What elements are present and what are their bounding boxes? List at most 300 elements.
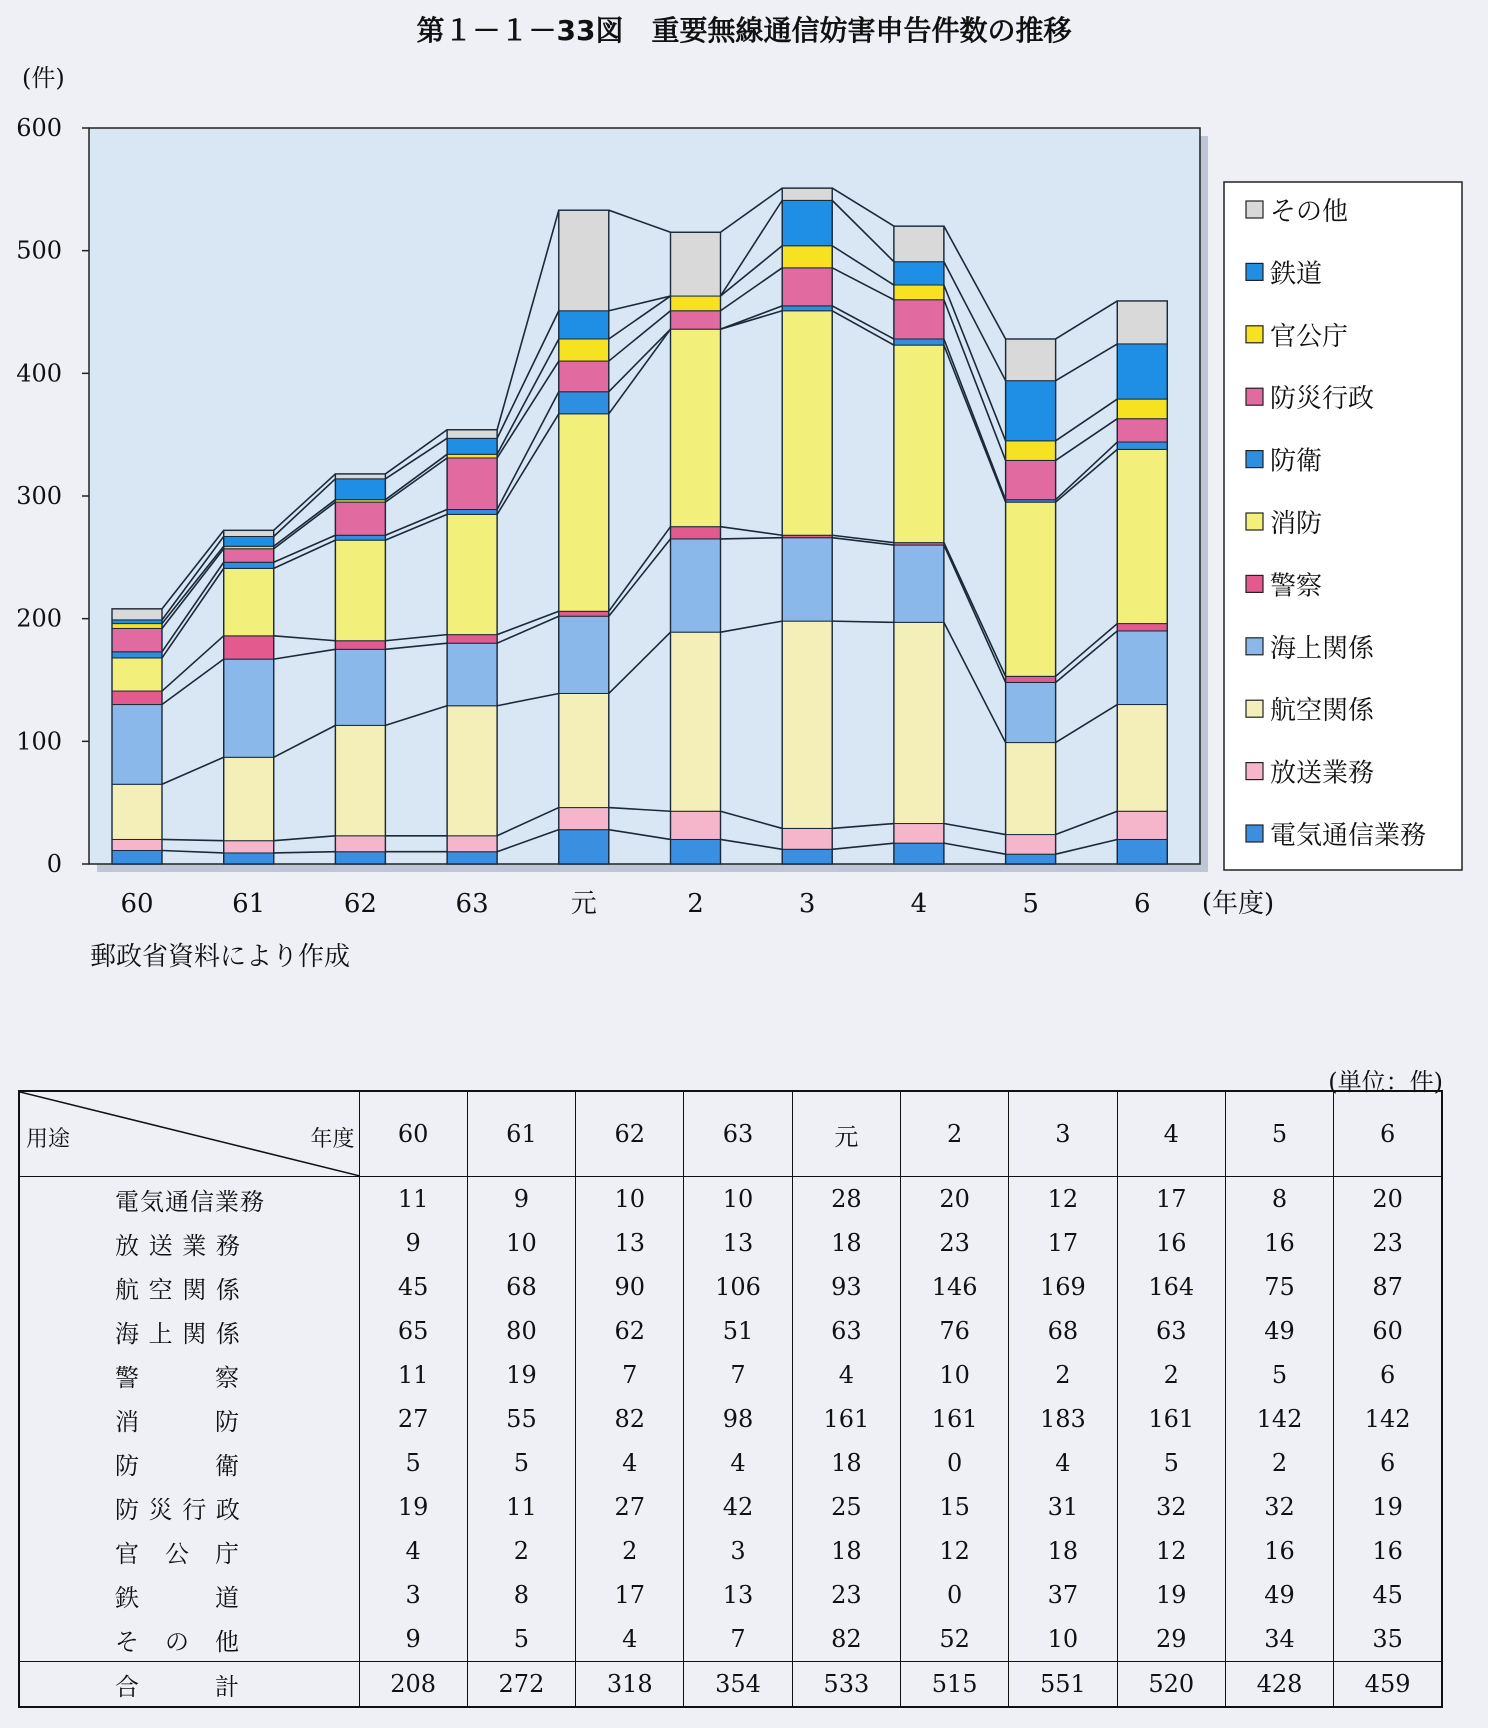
bar-segment <box>335 649 385 725</box>
table-row-label: 鉄 道 <box>19 1573 359 1617</box>
table-total-cell: 459 <box>1334 1662 1442 1708</box>
table-cell: 6 <box>1334 1353 1442 1397</box>
y-axis-label: (件) <box>22 64 65 92</box>
bar-segment <box>224 636 274 659</box>
table-cell: 19 <box>359 1485 467 1529</box>
table-cell: 8 <box>467 1573 575 1617</box>
table-cell: 142 <box>1225 1397 1333 1441</box>
table-cell: 5 <box>1225 1353 1333 1397</box>
table-row-label: 官 公 庁 <box>19 1529 359 1573</box>
table-cell: 106 <box>684 1265 792 1309</box>
bar-segment <box>782 311 832 535</box>
table-row <box>19 1309 1442 1353</box>
bar-segment <box>671 311 721 329</box>
table-row-label: 消 防 <box>19 1397 359 1441</box>
table-cell: 98 <box>684 1397 792 1441</box>
table-cell: 27 <box>576 1485 684 1529</box>
bar-segment <box>447 635 497 644</box>
table-year-header: 61 <box>467 1091 575 1177</box>
table-cell: 12 <box>1009 1177 1117 1222</box>
table-cell: 4 <box>576 1617 684 1662</box>
bar-segment <box>782 849 832 864</box>
table-cell: 5 <box>359 1441 467 1485</box>
bar-segment <box>224 853 274 864</box>
bar-segment <box>671 839 721 864</box>
table-year-header: 5 <box>1225 1091 1333 1177</box>
bar-segment <box>224 562 274 568</box>
table-cell: 63 <box>1117 1309 1225 1353</box>
x-axis-label: (年度) <box>1201 889 1275 919</box>
table-cell: 5 <box>1117 1441 1225 1485</box>
table-year-header: 2 <box>900 1091 1008 1177</box>
legend-swatch <box>1246 638 1263 655</box>
table-row <box>19 1265 1442 1309</box>
bar-segment <box>447 836 497 852</box>
bar-segment <box>1117 399 1167 419</box>
table-cell: 90 <box>576 1265 684 1309</box>
table-cell: 49 <box>1225 1573 1333 1617</box>
table-row <box>19 1617 1442 1662</box>
table-row <box>19 1397 1442 1441</box>
table-cell: 9 <box>359 1617 467 1662</box>
table-cell: 27 <box>359 1397 467 1441</box>
bar-segment <box>1006 835 1056 855</box>
table-cell: 7 <box>576 1353 684 1397</box>
table-cell: 13 <box>684 1221 792 1265</box>
bar-segment <box>112 624 162 629</box>
x-tick-label: 60 <box>120 889 154 919</box>
bar-segment <box>1117 344 1167 399</box>
bar-segment <box>782 200 832 245</box>
bar-segment <box>112 784 162 839</box>
bar-segment <box>224 659 274 757</box>
bar-segment <box>224 568 274 635</box>
table-cell: 45 <box>359 1265 467 1309</box>
bar-segment <box>1006 854 1056 864</box>
bar-segment <box>447 514 497 634</box>
table-year-header: 60 <box>359 1091 467 1177</box>
table-row-label: 放 送 業 務 <box>19 1221 359 1265</box>
table-cell: 4 <box>792 1353 900 1397</box>
bar-segment <box>1117 301 1167 344</box>
table-total-cell: 533 <box>792 1662 900 1708</box>
table-cell: 16 <box>1225 1221 1333 1265</box>
table-cell: 5 <box>467 1617 575 1662</box>
bar-segment <box>335 641 385 650</box>
table-cell: 3 <box>684 1529 792 1573</box>
table-cell: 10 <box>1009 1617 1117 1662</box>
bar-segment <box>447 643 497 706</box>
table-row-label: 海 上 関 係 <box>19 1309 359 1353</box>
table-cell: 42 <box>684 1485 792 1529</box>
table-row <box>19 1177 1442 1222</box>
table-year-header: 63 <box>684 1091 792 1177</box>
table-cell: 17 <box>576 1573 684 1617</box>
table-year-header: 3 <box>1009 1091 1117 1177</box>
legend-swatch <box>1246 451 1263 468</box>
bar-segment <box>447 509 497 514</box>
table-cell: 76 <box>900 1309 1008 1353</box>
table-cell: 68 <box>467 1265 575 1309</box>
corner-use-label: 用途 <box>26 1127 71 1152</box>
table-cell: 49 <box>1225 1309 1333 1353</box>
table-total-cell: 354 <box>684 1662 792 1708</box>
bar-segment <box>1117 419 1167 442</box>
source-note: 郵政省資料により作成 <box>90 942 351 972</box>
bar-segment <box>671 632 721 811</box>
bar-segment <box>559 616 609 693</box>
bar-segment <box>559 693 609 807</box>
corner-diagonal <box>20 1092 360 1176</box>
x-tick-label: 元 <box>570 889 597 919</box>
table-cell: 23 <box>792 1573 900 1617</box>
bar-segment <box>782 306 832 311</box>
x-tick-label: 2 <box>687 889 704 919</box>
table-year-header: 元 <box>792 1091 900 1177</box>
table-cell: 18 <box>1009 1529 1117 1573</box>
bar-segment <box>112 691 162 704</box>
table-cell: 2 <box>467 1529 575 1573</box>
table-total-cell: 520 <box>1117 1662 1225 1708</box>
bar-segment <box>671 232 721 296</box>
table-cell: 55 <box>467 1397 575 1441</box>
legend-swatch <box>1246 388 1263 405</box>
x-tick-label: 5 <box>1022 889 1039 919</box>
legend-label: 放送業務 <box>1270 758 1375 789</box>
bar-segment <box>782 246 832 268</box>
legend-swatch <box>1246 263 1263 280</box>
bar-segment <box>1117 631 1167 705</box>
table-year-header: 62 <box>576 1091 684 1177</box>
bar-segment <box>894 622 944 823</box>
table-cell: 0 <box>900 1441 1008 1485</box>
table-cell: 87 <box>1334 1265 1442 1309</box>
bar-segment <box>894 300 944 339</box>
legend-label: 鉄道 <box>1270 259 1323 290</box>
table-cell: 6 <box>1334 1441 1442 1485</box>
table-row-label: 警 察 <box>19 1353 359 1397</box>
bar-segment <box>112 839 162 850</box>
bar-segment <box>112 652 162 658</box>
table-total-cell: 428 <box>1225 1662 1333 1708</box>
bar-segment <box>224 757 274 840</box>
bar-segment <box>447 458 497 510</box>
bar-segment <box>559 361 609 392</box>
bar-segment <box>335 725 385 835</box>
bar-segment <box>894 285 944 300</box>
bar-segment <box>894 824 944 844</box>
x-tick-label: 61 <box>232 889 266 919</box>
table-cell: 29 <box>1117 1617 1225 1662</box>
table-cell: 82 <box>576 1397 684 1441</box>
table-row-label: そ の 他 <box>19 1617 359 1662</box>
legend-swatch <box>1246 575 1263 592</box>
bar-segment <box>894 345 944 542</box>
table-cell: 161 <box>792 1397 900 1441</box>
table-cell: 93 <box>792 1265 900 1309</box>
y-tick-label: 600 <box>16 114 62 142</box>
table-cell: 16 <box>1117 1221 1225 1265</box>
bar-segment <box>671 811 721 839</box>
table-row-label: 防 災 行 政 <box>19 1485 359 1529</box>
bar-segment <box>335 540 385 641</box>
table-cell: 8 <box>1225 1177 1333 1222</box>
bar-segment <box>1117 449 1167 623</box>
table-cell: 13 <box>684 1573 792 1617</box>
table-row-label: 防 衛 <box>19 1441 359 1485</box>
table-cell: 9 <box>467 1177 575 1222</box>
bar-segment <box>224 530 274 536</box>
table-cell: 2 <box>1009 1353 1117 1397</box>
table-total-cell: 208 <box>359 1662 467 1708</box>
bar-segment <box>1006 460 1056 499</box>
table-cell: 10 <box>900 1353 1008 1397</box>
table-cell: 31 <box>1009 1485 1117 1529</box>
table-cell: 65 <box>359 1309 467 1353</box>
table-total-cell: 318 <box>576 1662 684 1708</box>
legend-swatch <box>1246 326 1263 343</box>
bar-segment <box>1117 442 1167 449</box>
table-cell: 3 <box>359 1573 467 1617</box>
table-cell: 68 <box>1009 1309 1117 1353</box>
bar-segment <box>671 527 721 539</box>
y-tick-label: 400 <box>16 359 62 388</box>
bar-segment <box>447 852 497 864</box>
y-tick-label: 300 <box>16 482 62 510</box>
corner-year-label: 年度 <box>310 1127 355 1152</box>
bar-segment <box>335 474 385 479</box>
legend-label: 防衛 <box>1270 446 1323 477</box>
table-cell: 10 <box>467 1221 575 1265</box>
bar-segment <box>1117 811 1167 839</box>
table-total-cell: 515 <box>900 1662 1008 1708</box>
table-cell: 25 <box>792 1485 900 1529</box>
table-cell: 18 <box>792 1529 900 1573</box>
x-tick-label: 62 <box>343 889 377 919</box>
table-cell: 34 <box>1225 1617 1333 1662</box>
table-cell: 2 <box>1117 1353 1225 1397</box>
table-row <box>19 1441 1442 1485</box>
bar-segment <box>782 188 832 200</box>
table-cell: 45 <box>1334 1573 1442 1617</box>
bar-segment <box>559 339 609 361</box>
table-cell: 164 <box>1117 1265 1225 1309</box>
table-cell: 12 <box>1117 1529 1225 1573</box>
table-cell: 4 <box>1009 1441 1117 1485</box>
bar-segment <box>447 454 497 458</box>
table-row <box>19 1529 1442 1573</box>
data-table <box>18 1090 1443 1708</box>
legend-label: 官公庁 <box>1270 321 1349 352</box>
table-header-row <box>19 1091 1442 1177</box>
y-tick-label: 0 <box>46 850 62 878</box>
legend-swatch <box>1246 513 1263 530</box>
data-table-section <box>18 1068 1443 1708</box>
bar-segment <box>112 609 162 620</box>
table-row <box>19 1573 1442 1617</box>
table-cell: 161 <box>1117 1397 1225 1441</box>
bar-segment <box>1006 743 1056 835</box>
legend-label: 海上関係 <box>1270 633 1375 664</box>
bar-segment <box>1006 441 1056 461</box>
bar-segment <box>112 705 162 785</box>
legend-label: 警察 <box>1270 571 1323 602</box>
bar-segment <box>1006 502 1056 676</box>
legend-swatch <box>1246 700 1263 717</box>
chart-title: 第１－１－33図 重要無線通信妨害申告件数の推移 <box>416 14 1072 47</box>
legend-label: 防災行政 <box>1270 384 1375 415</box>
table-cell: 19 <box>467 1353 575 1397</box>
table-cell: 82 <box>792 1617 900 1662</box>
table-cell: 2 <box>1225 1441 1333 1485</box>
table-cell: 80 <box>467 1309 575 1353</box>
bar-segment <box>1006 381 1056 441</box>
bar-segment <box>224 536 274 546</box>
table-total-row <box>19 1662 1442 1708</box>
bar-segment <box>224 549 274 562</box>
table-year-header: 6 <box>1334 1091 1442 1177</box>
table-cell: 19 <box>1117 1573 1225 1617</box>
legend-label: 消防 <box>1270 509 1323 539</box>
bar-segment <box>112 658 162 691</box>
bar-segment <box>112 620 162 624</box>
legend-label: 航空関係 <box>1270 696 1375 727</box>
legend-swatch <box>1246 763 1263 780</box>
bar-segment <box>559 808 609 830</box>
table-row <box>19 1353 1442 1397</box>
table-cell: 18 <box>792 1441 900 1485</box>
bar-segment <box>335 852 385 864</box>
table-cell: 28 <box>792 1177 900 1222</box>
table-cell: 37 <box>1009 1573 1117 1617</box>
legend-label: 電気通信業務 <box>1270 821 1427 851</box>
table-cell: 51 <box>684 1309 792 1353</box>
table-cell: 60 <box>1334 1309 1442 1353</box>
table-corner-cell <box>19 1091 359 1177</box>
table-cell: 146 <box>900 1265 1008 1309</box>
table-cell: 18 <box>792 1221 900 1265</box>
bar-segment <box>782 538 832 621</box>
table-cell: 23 <box>900 1221 1008 1265</box>
table-cell: 7 <box>684 1353 792 1397</box>
table-cell: 52 <box>900 1617 1008 1662</box>
table-cell: 32 <box>1225 1485 1333 1529</box>
table-cell: 4 <box>684 1441 792 1485</box>
table-cell: 16 <box>1225 1529 1333 1573</box>
bar-segment <box>559 414 609 611</box>
x-tick-label: 6 <box>1134 889 1151 919</box>
y-tick-label: 100 <box>16 727 62 756</box>
table-cell: 0 <box>900 1573 1008 1617</box>
bar-segment <box>894 545 944 622</box>
bar-segment <box>1006 676 1056 682</box>
x-tick-label: 4 <box>910 889 928 919</box>
bar-segment <box>559 611 609 616</box>
bar-segment <box>1006 682 1056 742</box>
bar-segment <box>335 479 385 500</box>
bar-segment <box>335 535 385 540</box>
bar-segment <box>1117 705 1167 812</box>
bar-segment <box>782 268 832 306</box>
table-cell: 16 <box>1334 1529 1442 1573</box>
y-tick-label: 200 <box>16 604 62 633</box>
bar-segment <box>894 226 944 262</box>
y-tick-label: 500 <box>16 236 62 265</box>
table-row-label: 電気通信業務 <box>19 1177 359 1222</box>
legend-label: その他 <box>1270 197 1349 227</box>
bar-segment <box>671 296 721 311</box>
bar-segment <box>559 392 609 414</box>
table-cell: 169 <box>1009 1265 1117 1309</box>
table-total-cell: 551 <box>1009 1662 1117 1708</box>
table-cell: 11 <box>467 1485 575 1529</box>
table-cell: 161 <box>900 1397 1008 1441</box>
table-cell: 5 <box>467 1441 575 1485</box>
table-cell: 12 <box>900 1529 1008 1573</box>
bar-segment <box>447 430 497 439</box>
bar-segment <box>335 836 385 852</box>
bar-segment <box>782 828 832 849</box>
table-cell: 19 <box>1334 1485 1442 1529</box>
table-row <box>19 1221 1442 1265</box>
bar-segment <box>112 628 162 651</box>
table-cell: 4 <box>359 1529 467 1573</box>
table-cell: 9 <box>359 1221 467 1265</box>
bar-segment <box>894 339 944 345</box>
legend-swatch <box>1246 201 1263 218</box>
bar-segment <box>782 621 832 828</box>
table-cell: 17 <box>1117 1177 1225 1222</box>
table-cell: 183 <box>1009 1397 1117 1441</box>
table-year-header: 4 <box>1117 1091 1225 1177</box>
bar-segment <box>335 502 385 535</box>
x-tick-label: 3 <box>798 889 816 919</box>
x-tick-label: 63 <box>455 889 489 919</box>
bar-segment <box>447 706 497 836</box>
table-cell: 62 <box>576 1309 684 1353</box>
bar-segment <box>447 438 497 454</box>
table-cell: 75 <box>1225 1265 1333 1309</box>
table-cell: 2 <box>576 1529 684 1573</box>
bar-segment <box>1117 624 1167 631</box>
bar-segment <box>559 210 609 311</box>
bar-segment <box>671 539 721 632</box>
table-total-label: 合 計 <box>19 1662 359 1708</box>
table-unit: (単位：件) <box>1328 1068 1443 1096</box>
table-cell: 35 <box>1334 1617 1442 1662</box>
table-row <box>19 1485 1442 1529</box>
table-cell: 10 <box>576 1177 684 1222</box>
bar-segment <box>894 262 944 285</box>
bar-segment <box>112 851 162 864</box>
table-total-cell: 272 <box>467 1662 575 1708</box>
table-cell: 17 <box>1009 1221 1117 1265</box>
table-cell: 7 <box>684 1617 792 1662</box>
bar-segment <box>559 311 609 339</box>
bar-segment <box>671 329 721 526</box>
table-cell: 23 <box>1334 1221 1442 1265</box>
table-cell: 15 <box>900 1485 1008 1529</box>
bar-segment <box>224 841 274 853</box>
table-cell: 11 <box>359 1177 467 1222</box>
table-cell: 20 <box>1334 1177 1442 1222</box>
table-cell: 63 <box>792 1309 900 1353</box>
table-cell: 32 <box>1117 1485 1225 1529</box>
table-cell: 10 <box>684 1177 792 1222</box>
bar-segment <box>559 830 609 864</box>
table-row-label: 航 空 関 係 <box>19 1265 359 1309</box>
legend-swatch <box>1246 825 1263 842</box>
